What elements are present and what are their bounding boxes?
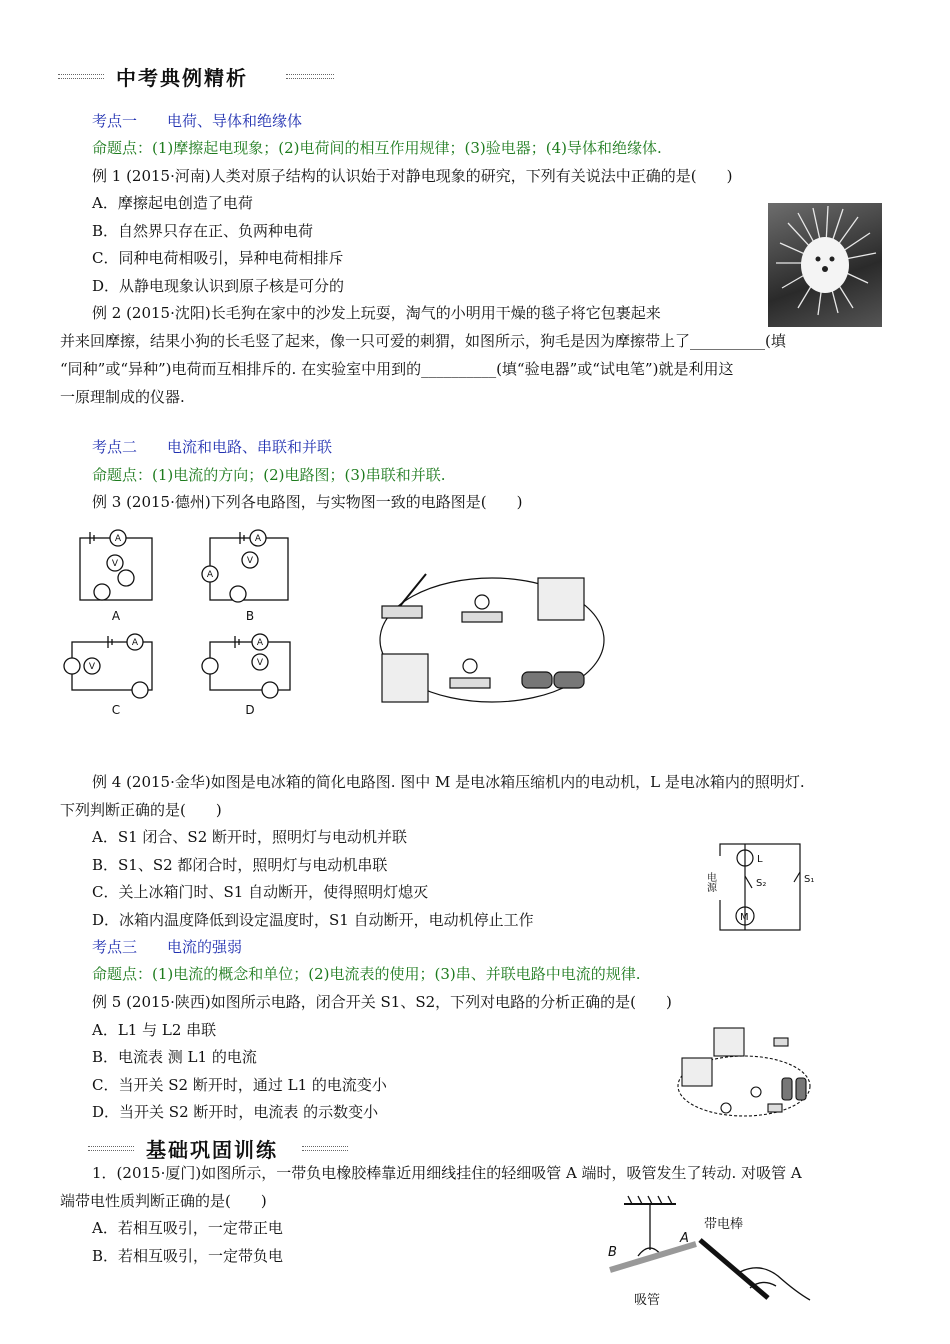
fridge-power-source-label: 电源 — [704, 872, 716, 892]
example-2-line-1: 例 2 (2015·沈阳)长毛狗在家中的沙发上玩耍，淘气的小明用干燥的毯子将它包裹起来 — [92, 304, 661, 322]
training-q1-option-b: B．若相互吸引，一定带负电 — [92, 1247, 284, 1265]
svg-text:A: A — [114, 534, 122, 544]
svg-text:V: V — [111, 559, 119, 569]
example-2-line-4: 一原理制成的仪器. — [60, 388, 185, 406]
example-4-line-1: 例 4 (2015·金华)如图是电冰箱的简化电路图. 图中 M 是电冰箱压缩机内的电动机，L 是电冰箱内的照明灯. — [92, 773, 805, 791]
header-decoration-left — [58, 74, 104, 79]
example-1-option-c: C．同种电荷相吸引，异种电荷相排斥 — [92, 249, 344, 267]
example-5-option-c: C．当开关 S2 断开时，通过 L1 的电流变小 — [92, 1076, 387, 1094]
example-4-line-2: 下列判断正确的是( ) — [60, 801, 222, 819]
svg-text:M: M — [740, 912, 749, 923]
straw-end-b-label: B — [608, 1245, 617, 1260]
svg-text:S₂: S₂ — [756, 878, 767, 889]
example-1-option-b: B．自然界只存在正、负两种电荷 — [92, 222, 314, 240]
topic-title-1: 考点一 电荷、导体和绝缘体 — [92, 112, 303, 130]
example-1-option-d: D．从静电现象认识到原子核是可分的 — [92, 277, 345, 295]
charged-rod-label: 带电棒 — [704, 1217, 744, 1232]
section-header-exam-examples: 中考典例精析 — [116, 66, 248, 90]
svg-text:V: V — [88, 662, 96, 672]
fridge-circuit-figure — [690, 836, 820, 936]
header2-decoration-right — [302, 1146, 348, 1151]
header-decoration-right — [286, 74, 334, 79]
diagram-label-a: A — [111, 609, 121, 623]
example-5-option-a: A．L1 与 L2 串联 — [92, 1021, 217, 1039]
svg-text:L: L — [757, 854, 763, 865]
header2-decoration-left — [88, 1146, 134, 1151]
diagram-label-b: B — [245, 609, 255, 623]
svg-text:S₁: S₁ — [804, 874, 815, 885]
example-5-option-d: D．当开关 S2 断开时，电流表 的示数变小 — [92, 1103, 379, 1121]
topic-focus-3: 命题点：(1)电流的概念和单位；(2)电流表的使用；(3)串、并联电路中电流的规律. — [92, 965, 641, 983]
svg-text:A: A — [131, 638, 139, 648]
diagram-label-c: C — [111, 703, 121, 717]
example-4-option-b: B．S1、S2 都闭合时，照明灯与电动机串联 — [92, 856, 388, 874]
example-3-question: 例 3 (2015·德州)下列各电路图，与实物图一致的电路图是( ) — [92, 493, 523, 511]
example-4-option-d: D．冰箱内温度降低到设定温度时，S1 自动断开，电动机停止工作 — [92, 911, 534, 929]
training-q1-line-1: 1．(2015·厦门)如图所示，一带负电橡胶棒靠近用细线挂住的轻细吸管 A 端时，吸管发生了转动. 对吸管 A — [92, 1164, 802, 1182]
ammeter-circuit-figure — [664, 1022, 824, 1132]
example-2-line-3: “同种”或“异种”)电荷而互相排斥的. 在实验室中用到的__________(填“验电器”或“试电笔”)就是利用这 — [60, 360, 734, 378]
straw-label: 吸管 — [634, 1293, 661, 1308]
topic-title-2: 考点二 电流和电路、串联和并联 — [92, 438, 333, 456]
topic-focus-1: 命题点：(1)摩擦起电现象；(2)电荷间的相互作用规律；(3)验电器；(4)导体和绝缘体. — [92, 139, 662, 157]
example-1-question: 例 1 (2015·河南)人类对原子结构的认识始于对静电现象的研究，下列有关说法中正确的是( ) — [92, 167, 733, 185]
static-dog-photo — [768, 203, 882, 327]
straw-rod-figure — [600, 1192, 820, 1312]
svg-text:V: V — [256, 658, 264, 668]
topic-focus-2: 命题点：(1)电流的方向；(2)电路图；(3)串联和并联. — [92, 466, 446, 484]
svg-text:A: A — [256, 638, 264, 648]
example-4-option-c: C．关上冰箱门时、S1 自动断开，使得照明灯熄灭 — [92, 883, 429, 901]
svg-text:V: V — [246, 556, 254, 566]
training-q1-line-2: 端带电性质判断正确的是( ) — [60, 1192, 267, 1210]
example-2-line-2: 并来回摩擦，结果小狗的长毛竖了起来，像一只可爱的刺猬，如图所示，狗毛是因为摩擦带上了__________(填 — [60, 332, 786, 350]
example-5-question: 例 5 (2015·陕西)如图所示电路，闭合开关 S1、S2，下列对电路的分析正确的是( ) — [92, 993, 672, 1011]
diagram-label-d: D — [245, 703, 255, 717]
topic-title-3: 考点三 电流的强弱 — [92, 938, 243, 956]
section-header-basic-training: 基础巩固训练 — [146, 1138, 278, 1162]
svg-text:A: A — [254, 534, 262, 544]
physical-circuit-figure — [372, 568, 612, 718]
example-1-option-a: A．摩擦起电创造了电荷 — [92, 194, 253, 212]
svg-text:A: A — [206, 570, 214, 580]
training-q1-option-a: A．若相互吸引，一定带正电 — [92, 1219, 283, 1237]
example-5-option-b: B．电流表 测 L1 的电流 — [92, 1048, 257, 1066]
circuit-diagrams-abcd — [60, 520, 300, 725]
example-4-option-a: A．S1 闭合、S2 断开时，照明灯与电动机并联 — [92, 828, 408, 846]
straw-end-a-label: A — [680, 1231, 689, 1246]
